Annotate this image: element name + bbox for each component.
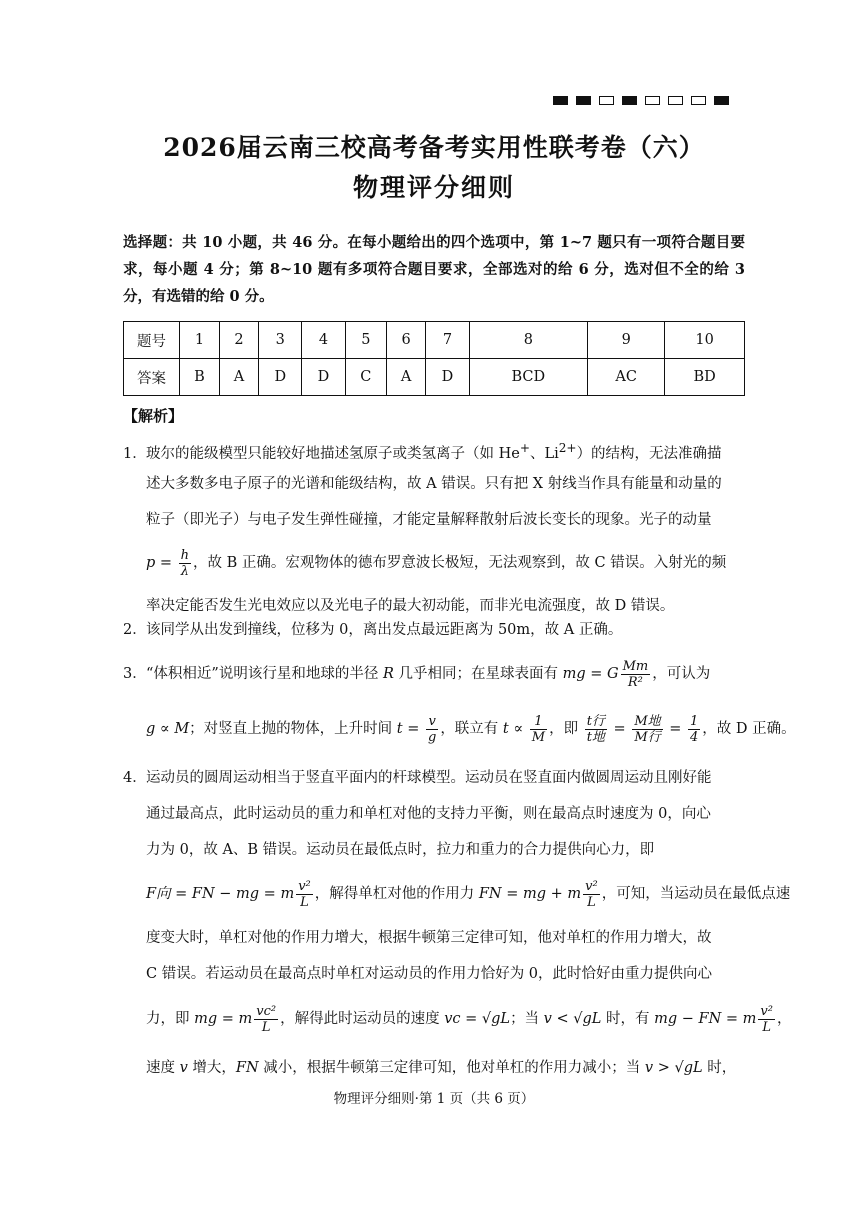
- question-number: 4: [302, 322, 345, 359]
- question-number: 1: [180, 322, 220, 359]
- q3-line: [123, 648, 745, 700]
- math-op: =: [155, 555, 177, 571]
- numerator: v: [426, 714, 438, 730]
- fraction: [179, 548, 191, 579]
- q3-text: ，可认为: [652, 666, 711, 682]
- q1-text: 、Li: [529, 445, 559, 462]
- code-square: [714, 96, 729, 105]
- q4-line: [123, 992, 792, 1046]
- math-expr: t =: [396, 721, 424, 737]
- q1-line: 率决定能否发生光电效应以及光电子的最大初动能，而非光电流强度，故 D 错误。: [146, 598, 675, 614]
- numerator: v²: [585, 878, 598, 894]
- q4-text: ，解得此时运动员的速度: [280, 1011, 445, 1027]
- q4-text: 时，: [702, 1060, 737, 1076]
- fraction: [632, 714, 662, 745]
- fraction: [585, 714, 607, 745]
- question-number: 7: [426, 322, 469, 359]
- q1-line: [123, 538, 745, 588]
- answer-cell: A: [387, 359, 426, 396]
- numerator: M地: [634, 713, 661, 729]
- denominator: t地: [586, 729, 605, 745]
- fraction: [621, 659, 651, 690]
- fraction: [254, 1004, 278, 1035]
- q2-line: [123, 612, 745, 648]
- question-number: 9: [588, 322, 665, 359]
- q4-line: [123, 1046, 745, 1090]
- q1-sup: 2+: [558, 441, 577, 455]
- q1-block: [123, 430, 745, 624]
- question-number: 5: [345, 322, 386, 359]
- row-header-number: 题号: [124, 322, 180, 359]
- numerator: h: [180, 547, 190, 563]
- q3-number: 3．: [123, 666, 147, 682]
- question-number: 3: [259, 322, 302, 359]
- analysis-heading: 【解析】: [123, 407, 184, 425]
- math-expr: mg = G: [562, 666, 619, 682]
- code-square: [599, 96, 614, 105]
- math-var: FN: [235, 1060, 259, 1076]
- q4-line: 通过最高点，此时运动员的重力和单杠对他的支持力平衡，则在最高点时速度为 0，向心: [146, 806, 711, 822]
- denominator: L: [587, 894, 596, 910]
- q1-line: 粒子（即光子）与电子发生弹性碰撞，才能定量解释散射后波长变长的现象。光子的动量: [146, 512, 712, 528]
- math-expr: F向 = FN − mg = m: [146, 886, 295, 902]
- math-var: p: [146, 555, 156, 571]
- q4-text: 时，有: [601, 1011, 655, 1027]
- denominator: λ: [180, 563, 189, 579]
- question-number: 8: [469, 322, 588, 359]
- denominator: g: [427, 729, 437, 745]
- answer-cell: BD: [665, 359, 745, 396]
- document-title: 2026届云南三校高考备考实用性联考卷（六）: [163, 133, 705, 162]
- q3-text: ，即: [549, 721, 583, 737]
- q1-text: ）的结构，无法准确描: [576, 445, 722, 462]
- q4-line: [123, 868, 791, 920]
- q3-text: 几乎相同；在星球表面有: [393, 666, 563, 682]
- q1-text: ，故 B 正确。宏观物体的德布罗意波长极短，无法观察到，故 C 错误。入射光的频: [193, 555, 727, 571]
- q3-text: ；对竖直上抛的物体，上升时间: [189, 721, 397, 737]
- question-number: 6: [387, 322, 426, 359]
- answer-cell: C: [345, 359, 386, 396]
- math-var: v: [179, 1060, 188, 1076]
- math-expr: t ∝: [502, 721, 528, 737]
- numerator: 1: [530, 714, 547, 730]
- q4-block: [123, 760, 792, 1090]
- code-square: [645, 96, 660, 105]
- q3-block: [123, 648, 796, 758]
- code-square: [691, 96, 706, 105]
- q4-text: ，解得单杠对他的作用力: [314, 886, 479, 902]
- fraction: [758, 1004, 775, 1035]
- document-subtitle: 物理评分细则: [352, 173, 515, 202]
- math-var: R: [382, 666, 394, 682]
- question-number: 10: [665, 322, 745, 359]
- denominator: L: [300, 894, 309, 910]
- answer-cell: D: [426, 359, 469, 396]
- numerator: t行: [586, 713, 605, 729]
- denominator: M: [531, 729, 546, 745]
- denominator: L: [261, 1019, 271, 1035]
- q1-line: 述大多数多电子原子的光谱和能级结构，故 A 错误。只有把 X 射线当作具有能量和动量的: [146, 476, 722, 492]
- math-expr: FN = mg + m: [478, 886, 582, 902]
- math-expr: v > √gL: [644, 1060, 703, 1076]
- answer-cell: D: [259, 359, 302, 396]
- denominator: 4: [690, 729, 699, 745]
- q3-text: “体积相近”说明该行星和地球的半径: [146, 666, 383, 682]
- q4-line: 力为 0，故 A、B 错误。运动员在最低点时，拉力和重力的合力提供向心力，即: [146, 842, 655, 858]
- denominator: M行: [634, 729, 661, 745]
- answer-cell: D: [302, 359, 345, 396]
- q4-text: ，可知，当运动员在最低点速: [601, 886, 791, 902]
- q4-text: 力，即: [146, 1011, 195, 1027]
- q4-text: 速度: [146, 1060, 180, 1076]
- q2-block: [123, 612, 745, 648]
- table-row: [124, 359, 745, 396]
- q3-text: ，故 D 正确。: [702, 721, 796, 737]
- answer-cell: B: [180, 359, 220, 396]
- math-expr: mg − FN = m: [654, 1011, 757, 1027]
- code-square: [576, 96, 591, 105]
- numerator: v²: [298, 878, 311, 894]
- fraction: [583, 879, 600, 910]
- code-square: [668, 96, 683, 105]
- numerator: v²: [760, 1003, 773, 1019]
- q4-line: 度变大时，单杠对他的作用力增大，根据牛顿第三定律可知，他对单杠的作用力增大，故: [146, 930, 712, 946]
- math-expr: g ∝ M: [146, 721, 190, 737]
- row-header-answer: 答案: [124, 359, 180, 396]
- q1-text: 玻尔的能级模型只能较好地描述氢原子或类氢离子（如 He: [146, 445, 520, 462]
- q4-text: ，: [776, 1011, 792, 1027]
- fraction: [530, 714, 547, 745]
- question-number: 2: [219, 322, 258, 359]
- fraction: [426, 714, 438, 745]
- denominator: R²: [627, 674, 643, 690]
- math-op: =: [664, 721, 686, 737]
- math-expr: v < √gL: [543, 1011, 602, 1027]
- math-expr: vc = √gL: [444, 1011, 511, 1027]
- q3-text: ，联立有: [440, 721, 503, 737]
- q1-line: [123, 430, 745, 466]
- table-row: [124, 322, 745, 359]
- q2-text: 该同学从出发到撞线，位移为 0，离出发点最远距离为 50m，故 A 正确。: [146, 622, 623, 638]
- q3-line: [123, 700, 796, 758]
- page-code-squares: [553, 96, 729, 105]
- instructions-paragraph: 选择题：共 10 小题，共 46 分。在每小题给出的四个选项中，第 1~7 题只有一项符合题目要求，每小题 4 分；第 8~10 题有多项符合题目要求，全部选对的给 6 分，选对但不全的给 3 分，有选错的给 0 分。: [123, 234, 745, 305]
- answer-cell: A: [219, 359, 258, 396]
- denominator: L: [762, 1019, 771, 1035]
- answer-cell: BCD: [469, 359, 588, 396]
- page-footer: 物理评分细则·第 1 页（共 6 页）: [333, 1091, 535, 1107]
- fraction: [296, 879, 313, 910]
- numerator: 1: [690, 713, 699, 729]
- q1-number: 1．: [123, 445, 147, 462]
- q4-number: 4．: [123, 770, 147, 786]
- q4-text: 减小，根据牛顿第三定律可知，他对单杠的作用力减小；当: [258, 1060, 645, 1076]
- code-square: [553, 96, 568, 105]
- q4-line: C 错误。若运动员在最高点时单杠对运动员的作用力恰好为 0，此时恰好由重力提供向心: [146, 966, 713, 982]
- q4-text: 运动员的圆周运动相当于竖直平面内的杆球模型。运动员在竖直面内做圆周运动且刚好能: [146, 770, 712, 786]
- q2-number: 2．: [123, 622, 147, 638]
- q4-text: 增大，: [187, 1060, 236, 1076]
- math-expr: mg = m: [194, 1011, 253, 1027]
- numerator: vc²: [256, 1003, 277, 1019]
- answer-cell: AC: [588, 359, 665, 396]
- q4-line: [123, 760, 745, 796]
- math-op: =: [608, 721, 631, 737]
- q1-sup: +: [519, 441, 530, 455]
- numerator: Mm: [622, 658, 649, 674]
- code-square: [622, 96, 637, 105]
- answer-table: [123, 321, 745, 396]
- fraction: [688, 714, 700, 745]
- q4-text: ；当: [510, 1011, 544, 1027]
